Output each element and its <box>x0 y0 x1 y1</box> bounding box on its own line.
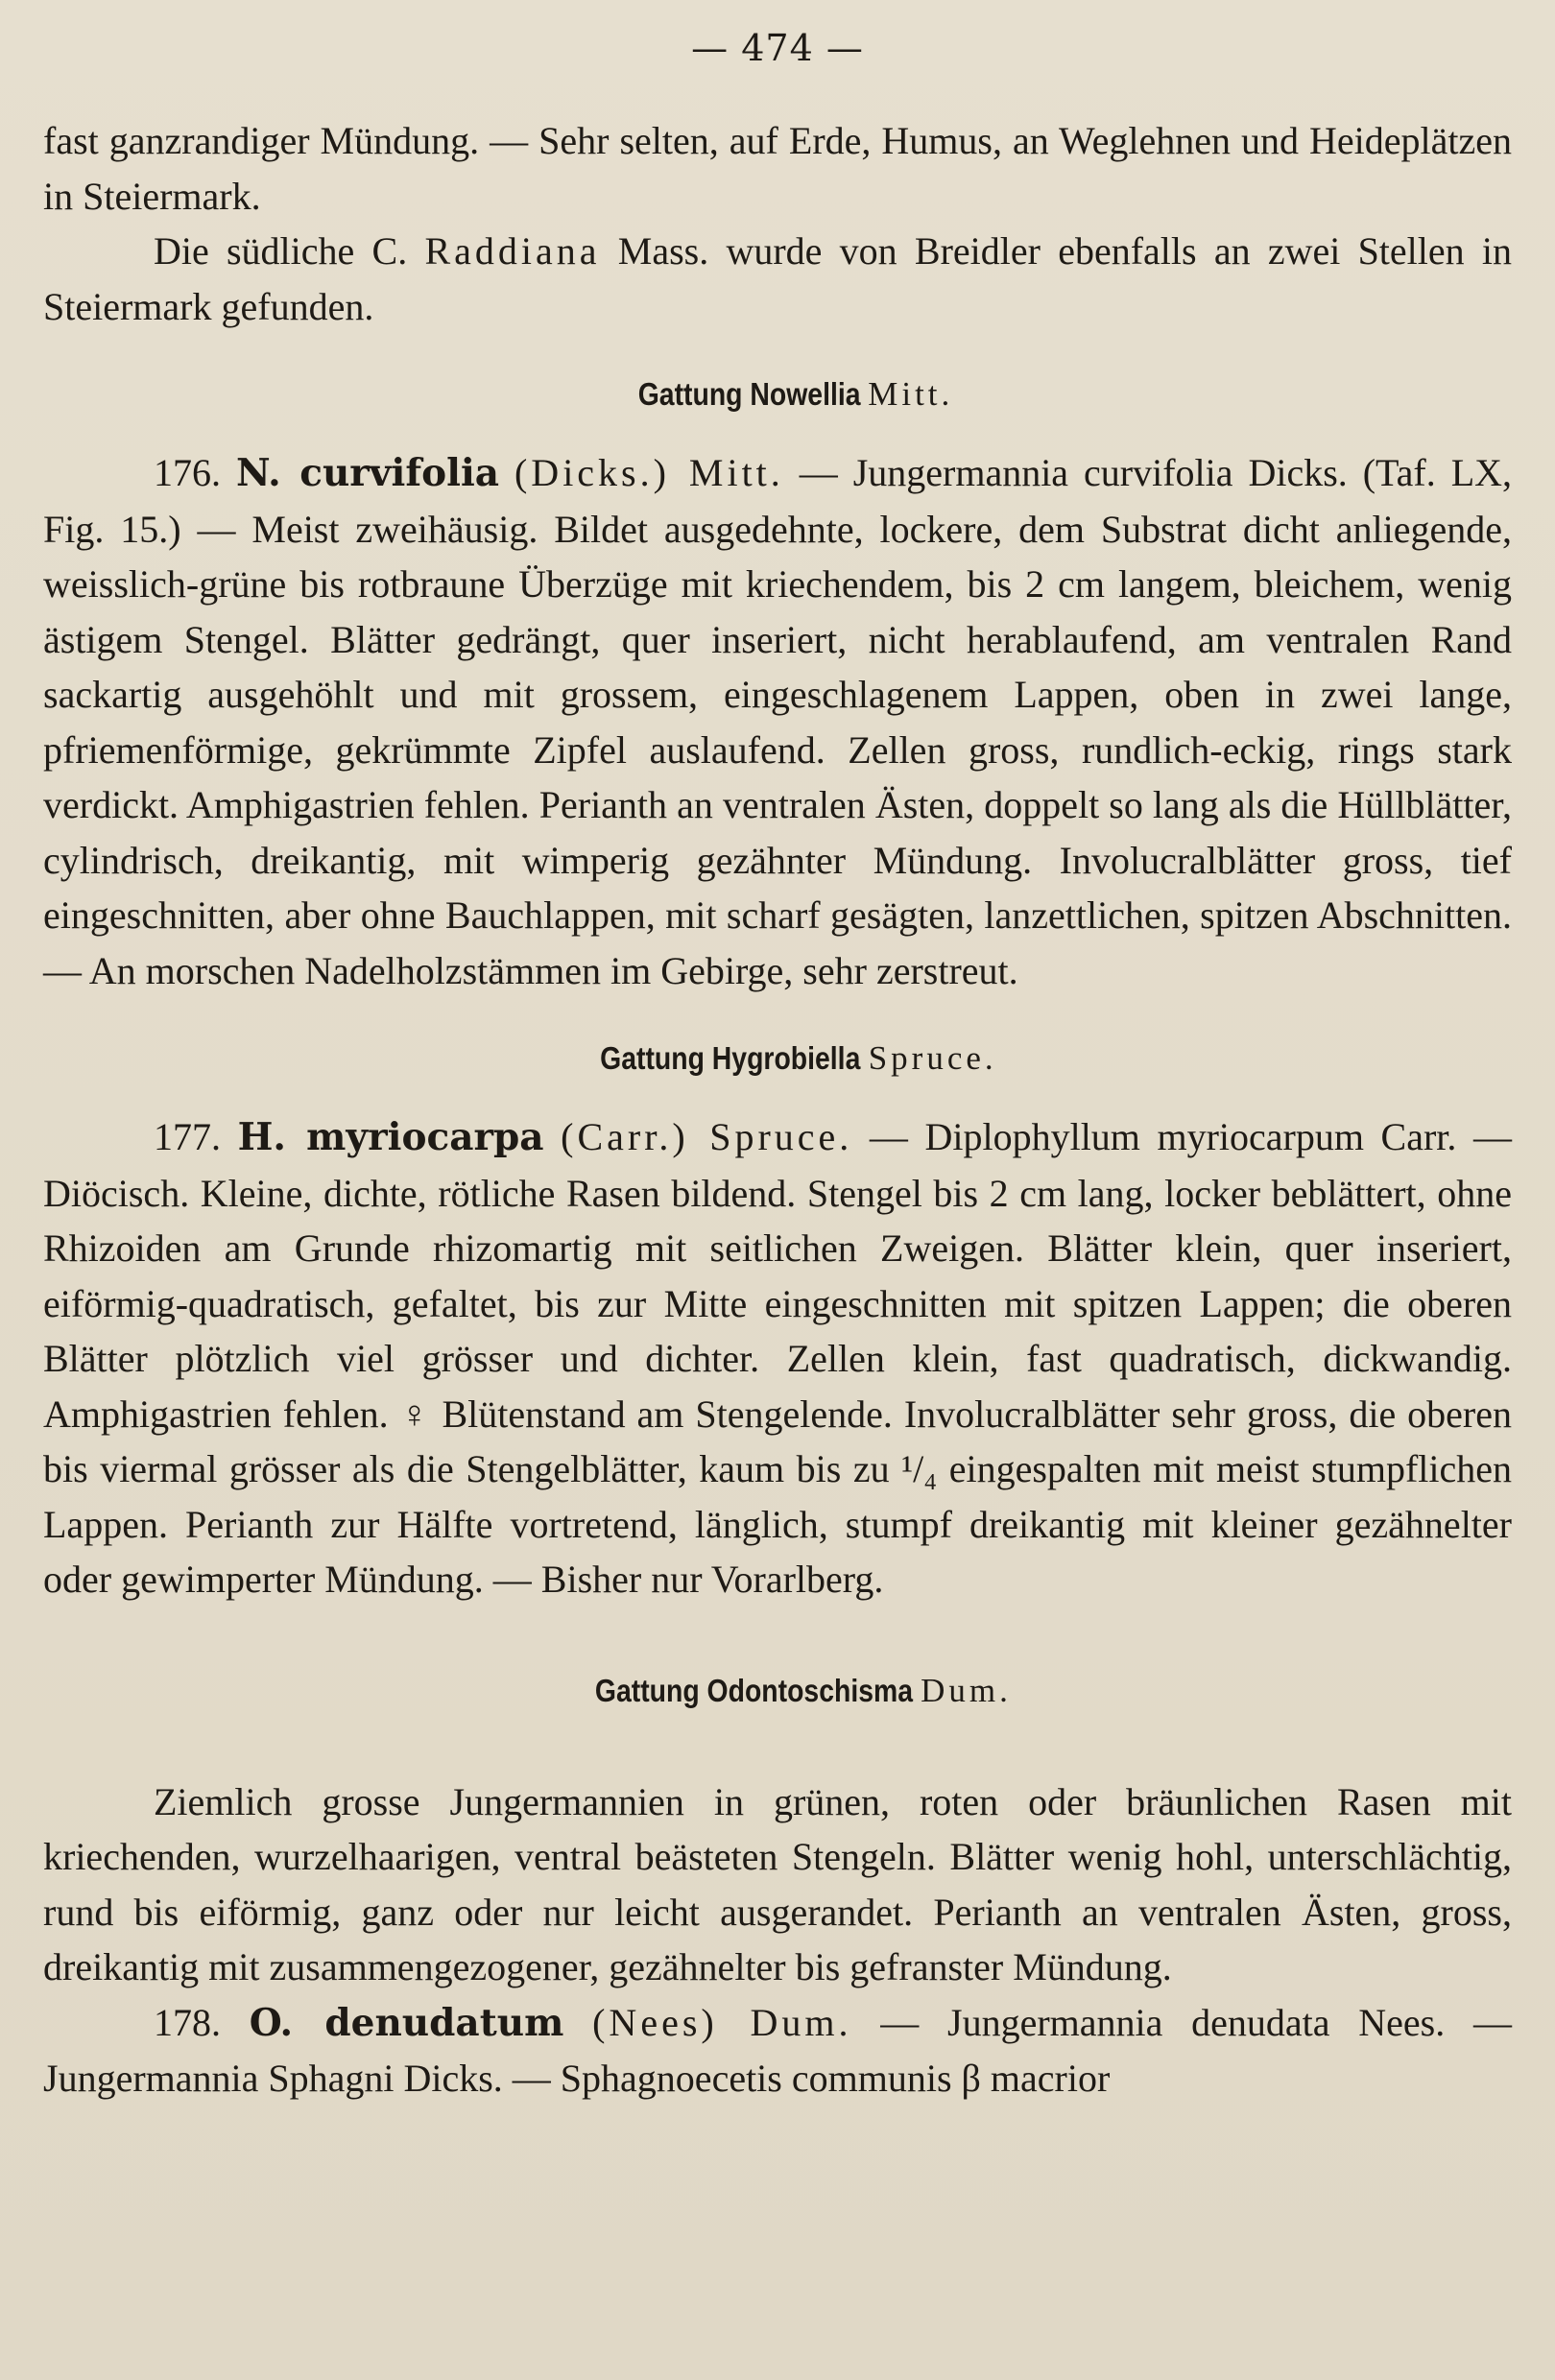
species-name: N. curvifolia <box>235 451 500 495</box>
species-description: eingespalten mit meist stumpflichen Lappen. Perianth zur Hälfte vortretend, länglich, stumpf dreikantig mit kleiner gezähnelter oder gewimperter Mündung. — Bisher nur Vorarlberg. <box>43 1447 1512 1601</box>
genus-heading-nowellia <box>43 370 1512 418</box>
species-number: 176. <box>154 451 221 494</box>
species-description: macrior <box>980 2057 1111 2100</box>
genus-label: Gattung Nowellia <box>637 376 861 412</box>
species-description: — Diplophyllum myriocarpum Carr. — Diöcisch. Kleine, dichte, rötliche Rasen bildend. Stengel bis 2 cm lang, locker beblättert, ohne Rhizoiden am Grunde rhizomartig mit seitlichen Zweigen. Blätter klein, quer inseriert, eiförmig-quadratisch, gefaltet, bis zur Mitte eingeschnitten mit spitzen Lappen; die oberen Blätter plötzlich viel grösser und dichter. Zellen klein, fast quadratisch, dickwandig. Amphigastrien fehlen. ♀ Blütenstand am Stengelende. Involucralblätter sehr gross, die oberen bis viermal grösser als die Stengelblätter, kaum bis zu <box>43 1115 1512 1490</box>
paragraph-continuation <box>43 113 1512 224</box>
species-number: 177. <box>154 1115 221 1158</box>
species-name: O. denudatum <box>249 2000 564 2045</box>
species-authority: (Nees) Dum. <box>592 2000 852 2044</box>
page-text <box>43 113 1512 2106</box>
species-description: — Jungermannia denudata Nees. — Jungermannia Sphagni Dicks. — Sphagnoecetis communis <box>43 2000 1513 2100</box>
species-name-spaced: Raddiana <box>424 229 601 273</box>
species-name: H. myriocarpa <box>237 1115 544 1159</box>
genus-author: Spruce. <box>868 1039 997 1077</box>
species-authority: (Dicks.) Mitt. <box>514 451 784 494</box>
genus-author: Dum. <box>921 1671 1012 1709</box>
fraction: ¹/₄ <box>901 1447 938 1490</box>
paragraph-text: Die südliche C. <box>154 229 425 273</box>
genus-heading-hygrobiella <box>43 1035 1512 1083</box>
paragraph-text: Ziemlich grosse Jungermannien in grünen, roten oder bräunlichen Rasen mit kriechenden, wurzelhaarigen, ventral beästeten Stengeln. Blätter wenig hohl, unterschlächtig, rund bis eiförmig, ganz oder nur leicht ausgerandet. Perianth an ventralen Ästen, gross, dreikantig mit zusammengezogener, gezähnelter bis gefranster Mündung. <box>43 1779 1512 1988</box>
paragraph-text: Mass. wurde von Breidler ebenfalls an zwei Stellen in Steiermark gefunden. <box>43 229 1513 328</box>
paragraph-text: fast ganzrandiger Mündung. — Sehr selten, auf Erde, Humus, an Weglehnen und Heideplätzen in Steiermark. <box>43 119 1512 218</box>
genus-label: Gattung Odontoschisma <box>595 1672 914 1708</box>
species-entry-177 <box>43 1109 1512 1607</box>
genus-heading-odontoschisma <box>43 1667 1512 1715</box>
genus-author: Mitt. <box>868 375 954 413</box>
species-entry-178 <box>43 1995 1512 2106</box>
genus-label: Gattung Hygrobiella <box>600 1040 861 1076</box>
species-number: 178. <box>154 2000 221 2044</box>
species-authority: (Carr.) Spruce. <box>561 1115 853 1158</box>
genus-description <box>43 1774 1512 1995</box>
species-entry-176 <box>43 445 1512 998</box>
page-number: — 474 — <box>691 27 864 69</box>
paragraph-raddiana <box>43 224 1512 334</box>
greek-beta: β <box>961 2057 981 2100</box>
species-description: — Jungermannia curvifolia Dicks. (Taf. LX, Fig. 15.) — Meist zweihäusig. Bildet ausgedehnte, lockere, dem Substrat dicht anliegende, weisslich-grüne bis rotbraune Überzüge mit kriechendem, bis 2 cm langem, bleichem, wenig ästigem Stengel. Blätter gedrängt, quer inseriert, nicht herablaufend, am ventralen Rand sackartig ausgehöhlt und mit grossem, eingeschlagenem Lappen, oben in zwei lange, pfriemenförmige, gekrümmte Zipfel auslaufend. Zellen gross, rundlich-eckig, rings stark verdickt. Amphigastrien fehlen. Perianth an ventralen Ästen, doppelt so lang als die Hüllblätter, cylindrisch, dreikantig, mit wimperig gezähnter Mündung. Involucralblätter gross, tief eingeschnitten, aber ohne Bauchlappen, mit scharf gesägten, lanzettlichen, spitzen Abschnitten. — An morschen Nadelholzstämmen im Gebirge, sehr zerstreut. <box>43 451 1513 992</box>
